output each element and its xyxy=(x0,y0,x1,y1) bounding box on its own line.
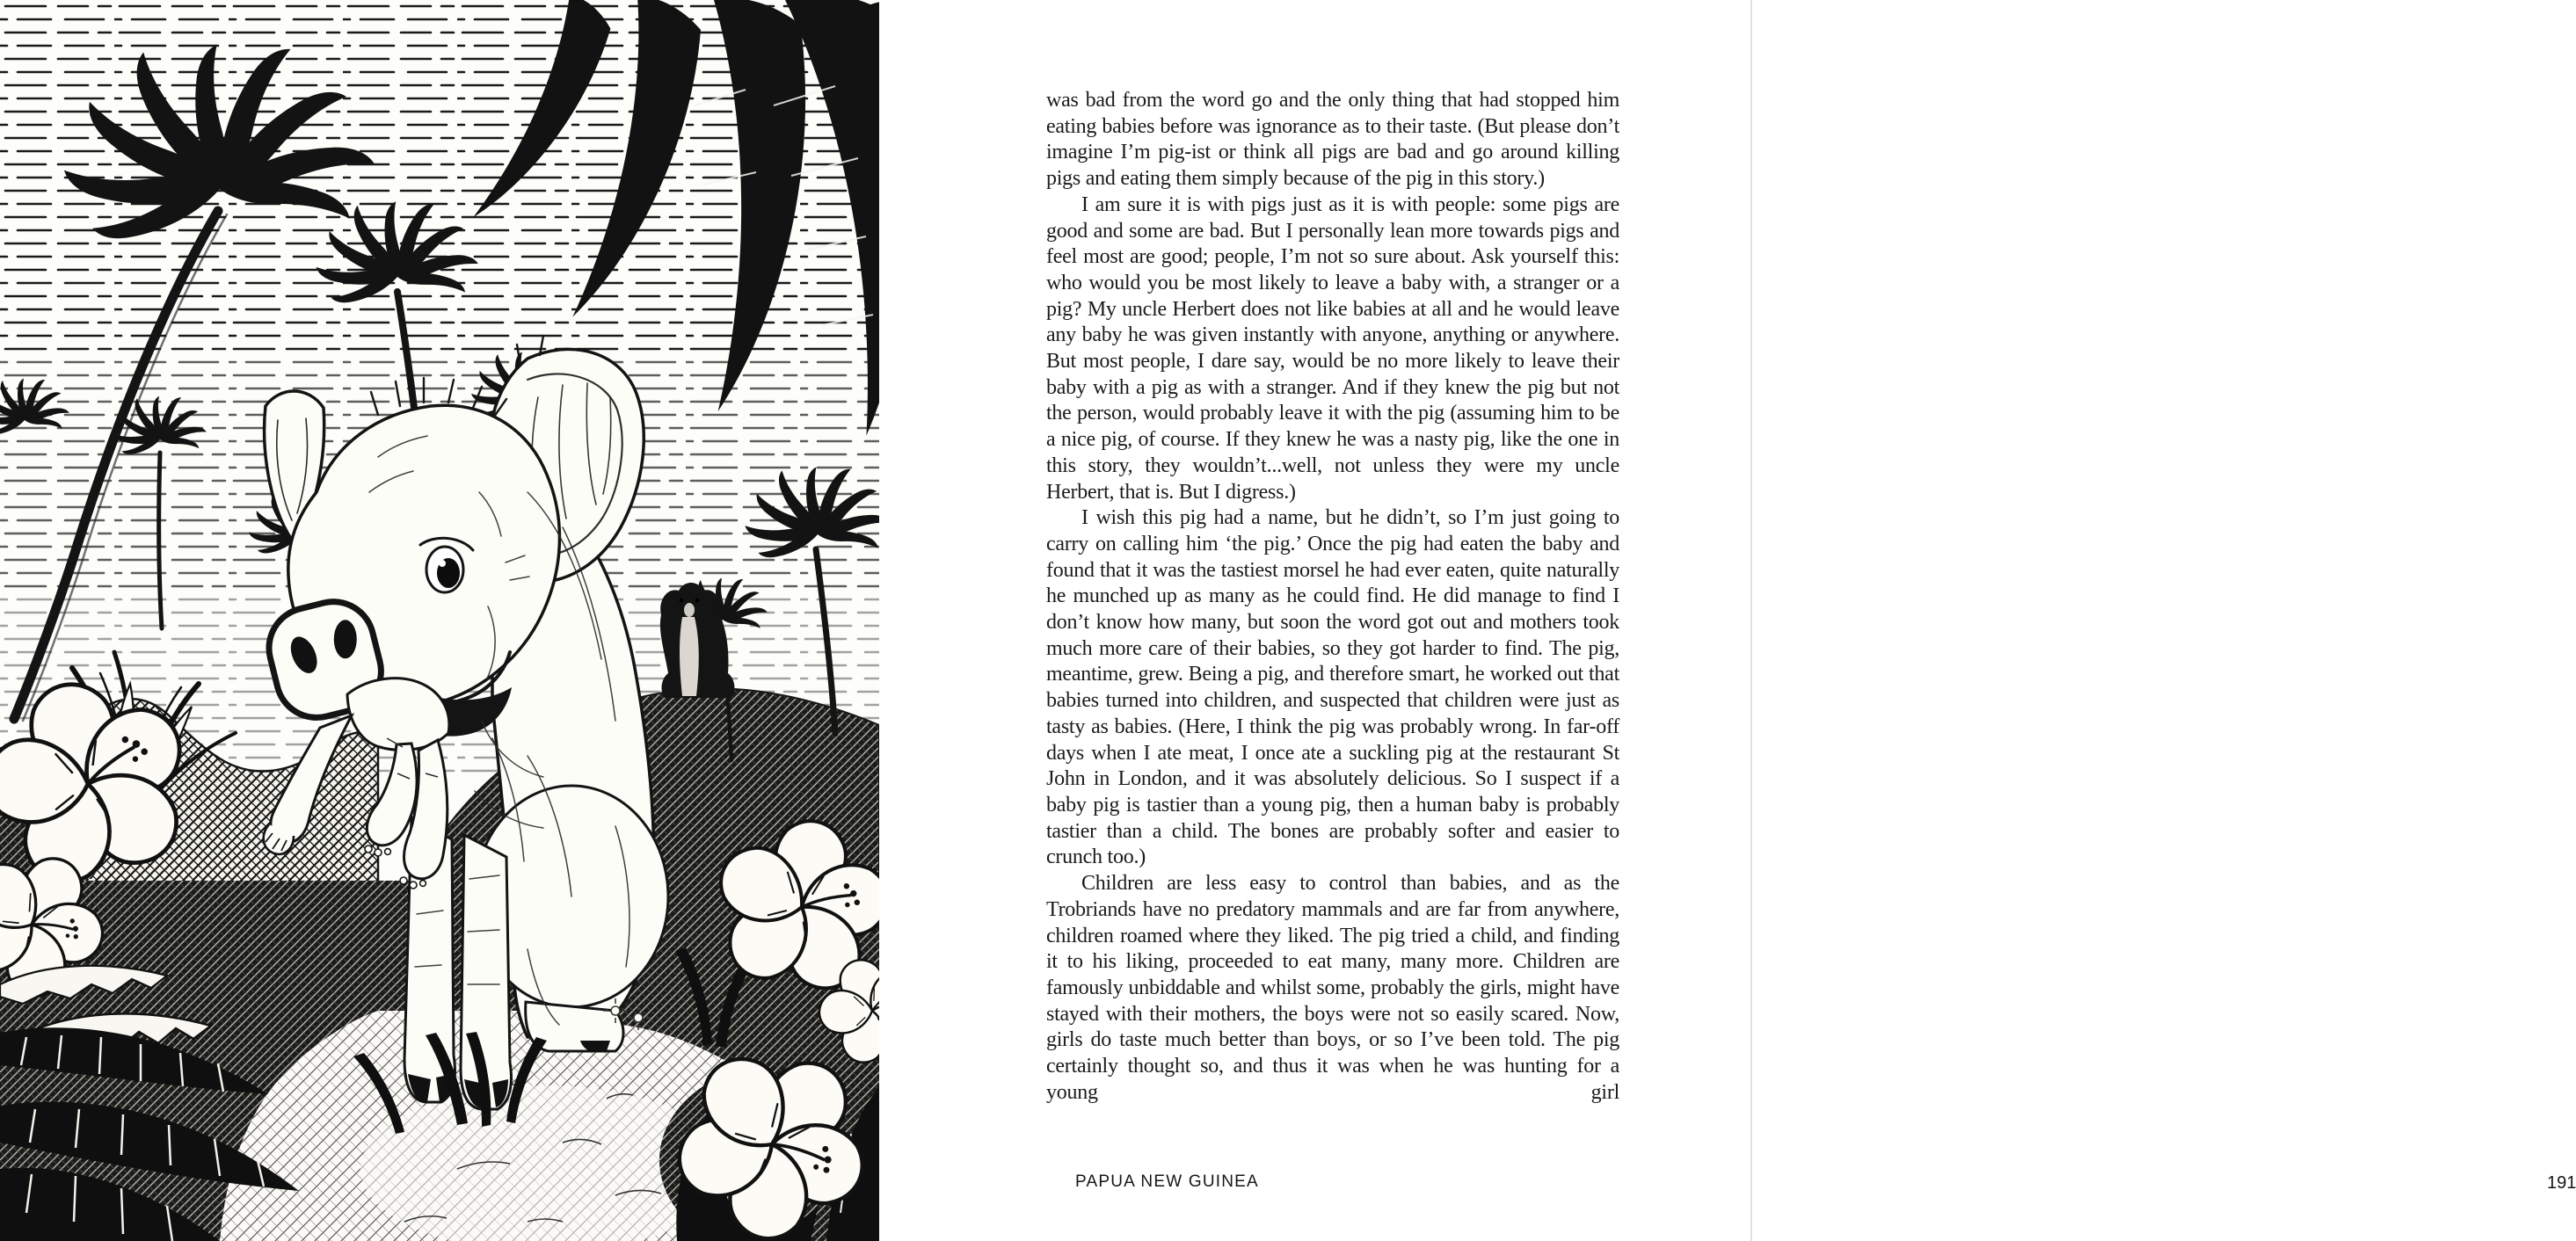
body-text xyxy=(1046,88,1619,1106)
footer-running-title: PAPUA NEW GUINEA xyxy=(1075,1172,1259,1191)
right-page xyxy=(879,0,2576,1241)
paragraph: Children are less easy to control than babies, and as the Trobriands have no predatory mammals and are far from anywhere, children roamed where they liked. The pig tried a child, and finding it to his liking, proceeded to eat many, many more. Children are famously unbiddable and whilst some, probably the girls, might have stayed with their mothers, the boys were not so easily scared. Now, girls do taste much better than boys, or so I’ve been told. The pig certainly thought so, and thus it was when he was hunting for a young girl xyxy=(1046,872,1619,1104)
footer-page-number: 191 xyxy=(2547,1173,2576,1193)
left-page xyxy=(0,0,879,1241)
paragraph: I wish this pig had a name, but he didn’t, so I’m just going to carry on calling him ‘the pig.’ Once the pig had eaten the baby and found that it was the tastiest morsel he had ever eaten, quite naturally he munched up as many as he could find. He did manage to find I don’t know how many, but soon the word got out and mothers took much more care of their babies, so they got harder to find. The pig, meantime, grew. Being a pig, and therefore smart, he worked out that babies turned into children, and suspected that children were just as tasty as babies. (Here, I think the pig was probably wrong. In far-off days when I ate meat, I once ate a suckling pig at the restaurant St John in London, and it was absolutely delicious. So I suspect if a baby pig is tastier than a young pig, then a human baby is probably tastier than a child. The bones are probably softer and easier to crunch too.) xyxy=(1046,506,1619,869)
paragraph: was bad from the word go and the only thing that had stopped him eating babies before was ignorance as to their taste. (But please don’t imagine I’m pig-ist or think all pigs are bad and go around killing pigs and eating them simply because of the pig in this story.) xyxy=(1046,89,1619,191)
dog-muzzle xyxy=(684,603,695,617)
paragraph: I am sure it is with pigs just as it is with people: some pigs are good and some are bad. But I personally lean more towards pigs and feel most are good; people, I’m not so sure about. Ask yourself this: who would you be most likely to leave a baby with, a stranger or a pig? My uncle Herbert does not like babies at all and he would leave any baby he was given instantly with anyone, anything or anywhere. But most people, I dare say, would be no more likely to leave their baby with a pig as with a stranger. And if they knew the pig but not the person, would probably leave it with the pig (assuming him to be a nice pig, of course. If they knew he was a nasty pig, like the one in this story, they wouldn’t...well, not unless they were my uncle Herbert, that is. But I digress.) xyxy=(1046,192,1619,504)
pig-jungle-illustration xyxy=(0,0,879,1241)
page-edge-line xyxy=(1750,0,1752,1241)
